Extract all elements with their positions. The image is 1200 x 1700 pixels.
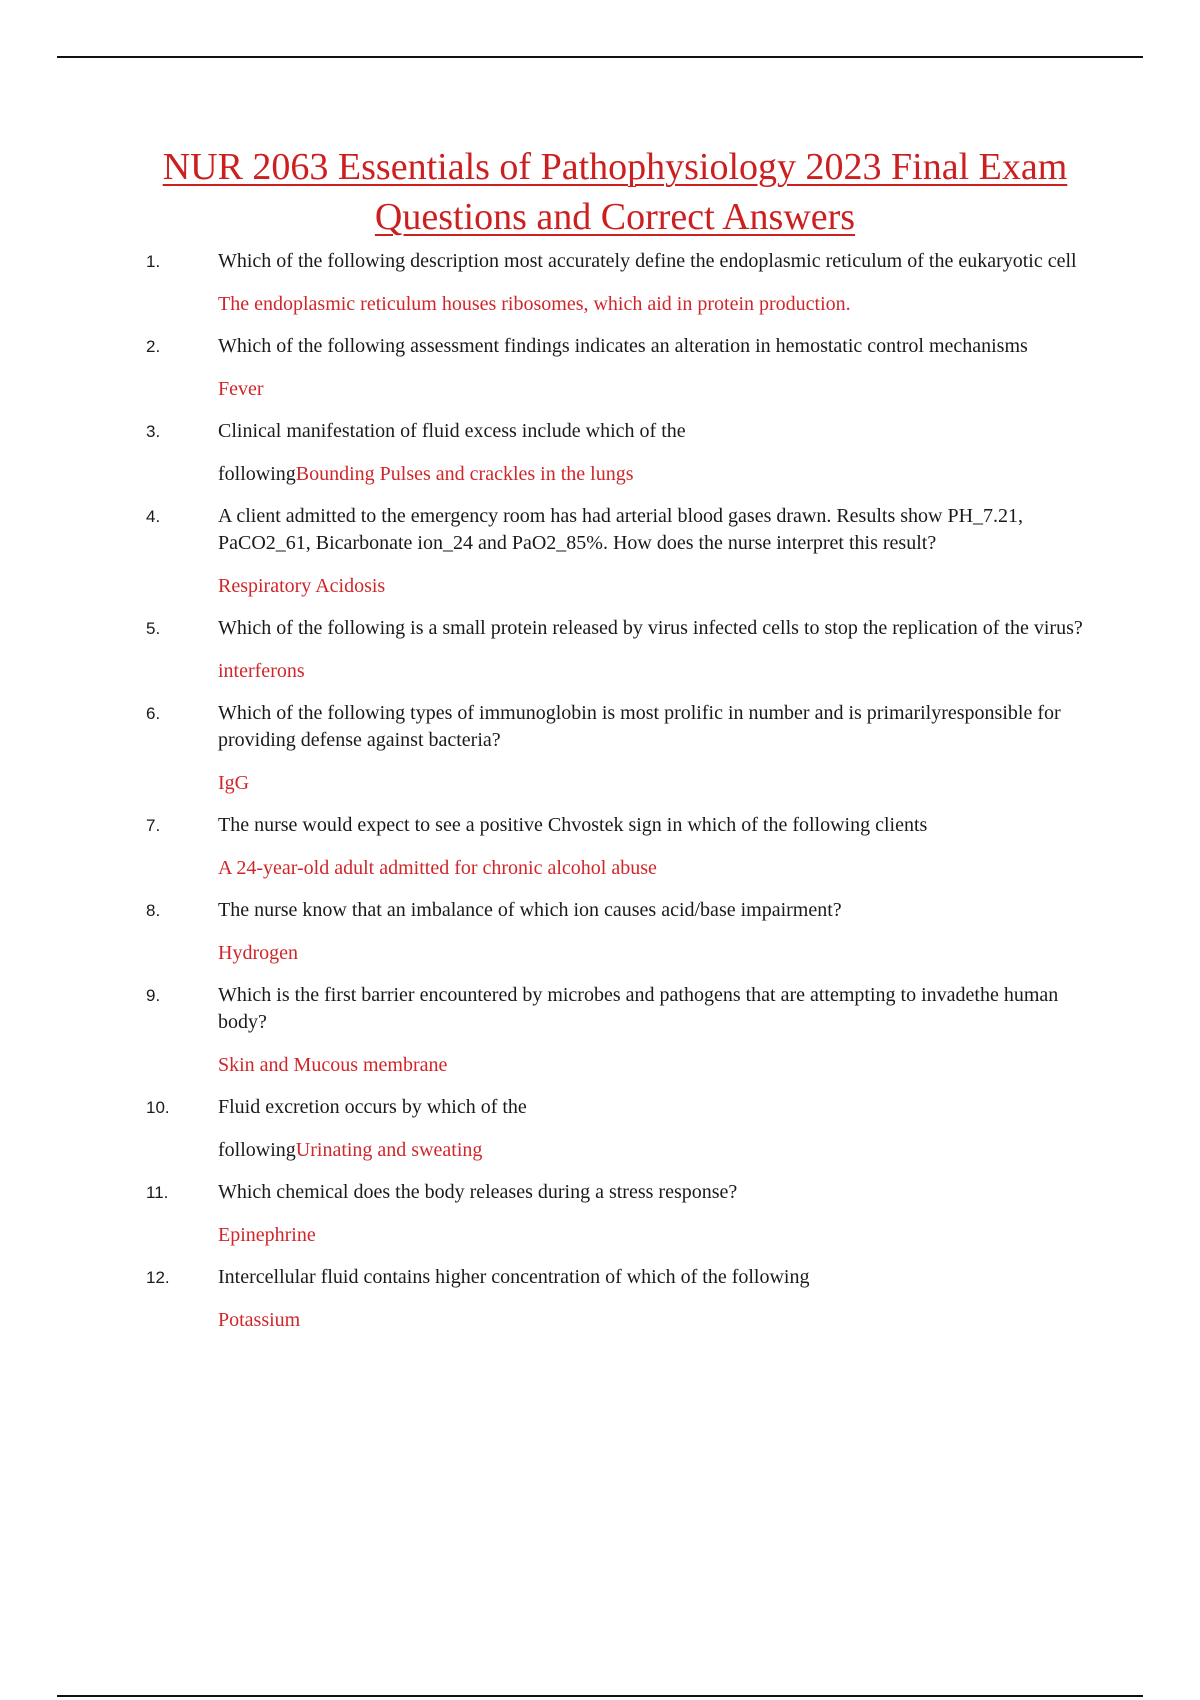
question-line-1: Fluid excretion occurs by which of the: [218, 1096, 527, 1118]
qa-item-2: [0, 333, 1200, 403]
answer-text: Epinephrine: [218, 1224, 316, 1246]
question-number: 2.: [146, 337, 161, 356]
question-text: A client admitted to the emergency room has had arterial blood gases drawn. Results show PH_7.21, PaCO2_61, Bicarbonate ion_24 and PaO2_85%. How does the nurse interpret this result?: [218, 505, 1024, 554]
answer-text: Bounding Pulses and crackles in the lungs: [295, 463, 634, 485]
qa-item-9: [0, 982, 1200, 1079]
question-text: [218, 1094, 1088, 1164]
question-text: Intercellular fluid contains higher concentration of which of the following: [218, 1266, 810, 1288]
top-rule: [57, 56, 1143, 58]
answer-text: Potassium: [218, 1309, 301, 1331]
qa-item-6: [0, 700, 1200, 797]
qa-item-5: [0, 615, 1200, 685]
question-number: 3.: [146, 422, 161, 441]
question-text: Which is the first barrier encountered by microbes and pathogens that are attempting to invadethe human body?: [218, 984, 1059, 1033]
answer-text: interferons: [218, 660, 305, 682]
qa-item-4: [0, 503, 1200, 600]
qa-item-3: [0, 418, 1200, 488]
question-text: Which of the following assessment findings indicates an alteration in hemostatic control mechanisms: [218, 335, 1028, 357]
qa-item-7: [0, 812, 1200, 882]
question-number: 10.: [146, 1098, 170, 1117]
question-number: 9.: [146, 986, 161, 1005]
answer-text: IgG: [218, 772, 250, 794]
question-line-2-text: following: [218, 1139, 296, 1161]
question-number: 12.: [146, 1268, 170, 1287]
bottom-rule: [57, 1695, 1143, 1697]
answer-text: Urinating and sweating: [295, 1139, 483, 1161]
question-number: 4.: [146, 507, 161, 526]
question-number: 7.: [146, 816, 161, 835]
question-text: Which of the following types of immunoglobin is most prolific in number and is primarilyresponsible for providing defense against bacteria?: [218, 702, 1061, 751]
answer-text: Hydrogen: [218, 942, 298, 964]
question-text: Which chemical does the body releases during a stress response?: [218, 1181, 738, 1203]
question-text: The nurse would expect to see a positive Chvostek sign in which of the following clients: [218, 814, 928, 836]
question-text: [218, 418, 1088, 488]
question-text: Which of the following is a small protein released by virus infected cells to stop the replication of the virus?: [218, 617, 1083, 639]
question-line-2: [218, 1137, 1088, 1164]
answer-text: The endoplasmic reticulum houses ribosomes, which aid in protein production.: [218, 293, 851, 315]
qa-item-11: [0, 1179, 1200, 1249]
question-line-2-text: following: [218, 463, 296, 485]
qa-item-1: [0, 248, 1200, 318]
answer-text: Respiratory Acidosis: [218, 575, 386, 597]
answer-text: Skin and Mucous membrane: [218, 1054, 448, 1076]
question-number: 11.: [146, 1183, 169, 1202]
qa-item-8: [0, 897, 1200, 967]
title-line-2: Questions and Correct Answers: [374, 196, 856, 238]
question-text: Which of the following description most accurately define the endoplasmic reticulum of the eukaryotic cell: [218, 250, 1077, 272]
question-text: The nurse know that an imbalance of which ion causes acid/base impairment?: [218, 899, 842, 921]
qa-item-10: [0, 1094, 1200, 1164]
question-list: [0, 248, 1200, 1334]
question-number: 5.: [146, 619, 161, 638]
title-line-1: NUR 2063 Essentials of Pathophysiology 2023 Final Exam: [162, 146, 1068, 188]
question-line-2: [218, 461, 1088, 488]
question-line-1: Clinical manifestation of fluid excess include which of the: [218, 420, 686, 442]
question-number: 6.: [146, 704, 161, 723]
answer-text: A 24-year-old adult admitted for chronic alcohol abuse: [218, 857, 657, 879]
answer-text: Fever: [218, 378, 264, 400]
question-number: 8.: [146, 901, 161, 920]
document-title: [70, 142, 1160, 242]
question-number: 1.: [146, 252, 161, 271]
qa-item-12: [0, 1264, 1200, 1334]
